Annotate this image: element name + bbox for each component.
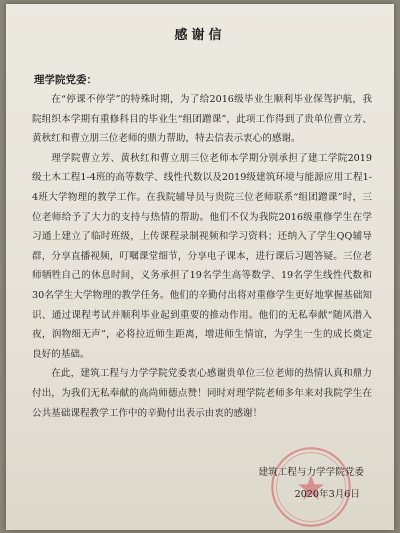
paragraph-2: 理学院曹立芳、黄秋红和曹立朋三位老师本学期分别承担了建工学院2019级土木工程1-4班的高等数学、线性代数以及2019级建筑环境与能源应用工程1-4班大学物理的教学工作。在我院辅导员与贵院三位老师联系“组团蹭课”时，三位老师给予了大力的支持与热情的帮助。他们不仅为我院2016级重修学生在学习通上建立了临时班级，上传课程录制视频和学习资料；还纳入了学生QQ辅导群，分享直播视频，叮嘱课堂细节，分享电子课本，进行课后习题答疑。三位老师牺牲自己的休息时间，义务承担了19名学生高等数学、19名学生线性代数和30名学生大学物理的教学任务。他们的辛勤付出将对重修学生更好地掌握基础知识、通过课程考试并顺利毕业起到重要的推动作用。他们的无私奉献“随风潜入夜，润物细无声”，必将拉近师生距离，增进师生情谊，为学生一生的成长奠定良好的基础。 [32, 152, 372, 360]
paragraph-3: 在此，建筑工程与力学学院党委衷心感谢贵单位三位老师的热情认真和鼎力付出，为我们无私奉献的高尚师德点赞！同时对理学院老师多年来对我院学生在公共基础课程教学工作中的辛勤付出表示由衷的感谢！ [32, 368, 372, 419]
letter-page [6, 4, 394, 530]
salutation: 理学院党委： [34, 74, 97, 86]
paragraph-1: 在“停课不停学”的特殊时期，为了给2016级毕业生顺利毕业保驾护航，我院组织本学期有重修科目的毕业生“组团蹭课”，此项工作得到了贵单位曹立芳、黄秋红和曹立朋三位老师的鼎力帮助，特去信表示衷心的感谢。 [32, 94, 372, 145]
signature-date: 2020年3月6日 [294, 489, 360, 500]
signature-organization: 建筑工程与力学学院党委 [258, 467, 364, 478]
letter-title: 感谢信 [174, 28, 226, 43]
letter-body [32, 90, 372, 423]
